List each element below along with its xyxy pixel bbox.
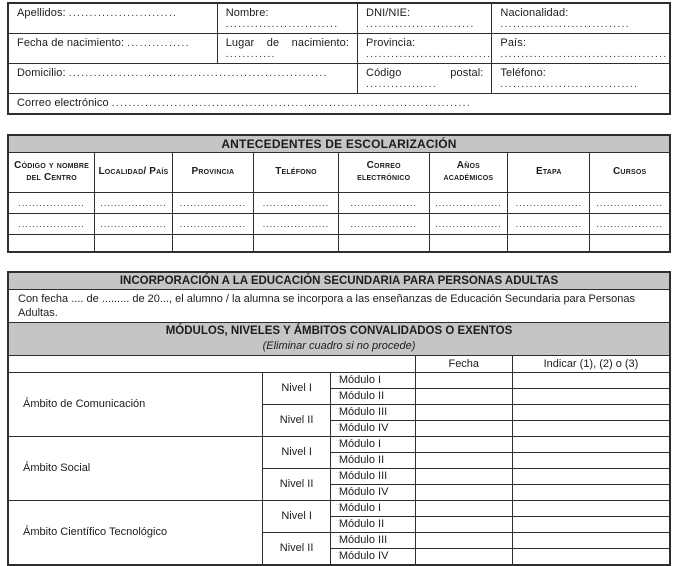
incorporacion-body-row — [8, 289, 670, 323]
antecedentes-cell — [172, 192, 253, 213]
cell-dotted-line: ................... — [179, 218, 247, 229]
field-correo-electronico — [8, 94, 670, 114]
modulos-row — [8, 501, 670, 517]
modulo-label: Módulo IV — [330, 549, 415, 566]
antecedentes-row — [8, 213, 670, 234]
antecedentes-cell — [429, 234, 508, 252]
indicar-cell — [512, 453, 670, 469]
indicar-cell — [512, 373, 670, 389]
fecha-cell — [415, 389, 512, 405]
antecedentes-cell — [254, 192, 339, 213]
nivel-label: Nivel I — [263, 501, 331, 533]
fecha-cell — [415, 533, 512, 549]
column-header-anos-academicos: Años académicos — [429, 152, 508, 192]
cell-dotted-line: ................... — [18, 218, 85, 229]
incorporacion-body: Con fecha .... de ......... de 20..., el alumno / la alumna se incorpora a las enseñanzas de Educación Secundaria para Personas Adultas. — [8, 289, 670, 323]
field-codigo-postal — [358, 64, 492, 94]
nivel-label: Nivel II — [263, 469, 331, 501]
antecedentes-row — [8, 234, 670, 252]
nivel-label: Nivel II — [263, 405, 331, 437]
field-dotted-line: ........................................ — [500, 49, 668, 60]
antecedentes-cell — [590, 234, 670, 252]
antecedentes-cell — [508, 192, 590, 213]
column-header-provincia: Provincia — [172, 152, 253, 192]
antecedentes-cell — [429, 192, 508, 213]
field-label: Fecha de nacimiento: — [17, 37, 125, 49]
indicar-cell — [512, 517, 670, 533]
field-label: Apellidos: — [17, 7, 66, 19]
antecedentes-cell — [338, 234, 429, 252]
field-apellidos — [8, 3, 217, 34]
cell-dotted-line: ................... — [18, 197, 85, 208]
field-dotted-line: ................. — [366, 79, 438, 90]
fecha-cell — [415, 453, 512, 469]
indicar-cell — [512, 437, 670, 453]
column-header-telefono: Teléfono — [254, 152, 339, 192]
personal-row-3 — [8, 64, 670, 94]
antecedentes-cell — [338, 213, 429, 234]
field-label: Nombre: — [225, 7, 269, 19]
antecedentes-cell — [172, 234, 253, 252]
field-dotted-line: ............................... — [500, 19, 630, 30]
ambito-label: Ámbito Científico Tecnológico — [8, 501, 263, 566]
nivel-label: Nivel I — [263, 373, 331, 405]
modulo-label: Módulo I — [330, 501, 415, 517]
modulos-header-row — [8, 356, 670, 373]
antecedentes-cell — [95, 213, 172, 234]
antecedentes-title: ANTECEDENTES DE ESCOLARIZACIÓN — [8, 135, 670, 153]
cell-dotted-line: ................... — [596, 197, 663, 208]
ambito-label: Ámbito de Comunicación — [8, 373, 263, 437]
modulo-label: Módulo II — [330, 389, 415, 405]
fecha-cell — [415, 421, 512, 437]
fecha-cell — [415, 469, 512, 485]
antecedentes-header-row — [8, 152, 670, 192]
fecha-cell — [415, 437, 512, 453]
field-pais — [492, 34, 670, 64]
personal-data-table — [7, 2, 671, 115]
cell-dotted-line: ................... — [515, 218, 583, 229]
field-label: DNI/NIE: — [366, 7, 411, 19]
field-label: Código postal: — [366, 67, 484, 79]
field-label: Domicilio: — [17, 67, 66, 79]
field-dotted-line: ............... — [127, 38, 190, 49]
modulo-label: Módulo I — [330, 373, 415, 389]
column-header-cursos: Cursos — [590, 152, 670, 192]
antecedentes-cell — [8, 192, 95, 213]
column-header-localidad-pais: Localidad/ País — [95, 152, 172, 192]
indicar-column-header: Indicar (1), (2) o (3) — [512, 356, 670, 373]
indicar-cell — [512, 469, 670, 485]
antecedentes-cell — [254, 234, 339, 252]
modulo-label: Módulo III — [330, 469, 415, 485]
fecha-cell — [415, 501, 512, 517]
cell-dotted-line: ................... — [100, 218, 167, 229]
field-provincia — [358, 34, 492, 64]
fecha-cell — [415, 517, 512, 533]
field-label: Nacionalidad: — [500, 7, 569, 19]
field-nombre — [217, 3, 357, 34]
field-domicilio — [8, 64, 358, 94]
indicar-cell — [512, 549, 670, 566]
fecha-column-header: Fecha — [415, 356, 512, 373]
field-lugar-nacimiento — [217, 34, 357, 64]
fecha-cell — [415, 485, 512, 501]
modulos-row — [8, 373, 670, 389]
fecha-cell — [415, 373, 512, 389]
field-dotted-line: .............................................................. — [68, 68, 328, 79]
personal-row-1 — [8, 3, 670, 34]
antecedentes-cell — [590, 192, 670, 213]
antecedentes-cell — [95, 192, 172, 213]
cell-dotted-line: ................... — [350, 197, 417, 208]
nivel-label: Nivel I — [263, 437, 331, 469]
field-dotted-line: ........................... — [225, 19, 339, 30]
field-telefono — [492, 64, 670, 94]
field-dotted-line: ............ — [225, 49, 276, 60]
modulos-row — [8, 437, 670, 453]
antecedentes-cell — [95, 234, 172, 252]
antecedentes-row — [8, 192, 670, 213]
field-label: Correo electrónico — [17, 97, 109, 109]
modulo-label: Módulo III — [330, 533, 415, 549]
antecedentes-cell — [8, 234, 95, 252]
indicar-cell — [512, 533, 670, 549]
modulo-label: Módulo IV — [330, 421, 415, 437]
modulos-note: (Eliminar cuadro si no procede) — [262, 340, 416, 353]
modulo-label: Módulo IV — [330, 485, 415, 501]
modulo-label: Módulo I — [330, 437, 415, 453]
antecedentes-cell — [8, 213, 95, 234]
antecedentes-cell — [429, 213, 508, 234]
field-dotted-line: .......................... — [68, 8, 178, 19]
cell-dotted-line: ................... — [350, 218, 417, 229]
modulo-label: Módulo II — [330, 517, 415, 533]
field-dni-nie — [358, 3, 492, 34]
cell-dotted-line: ................... — [515, 197, 583, 208]
antecedentes-title-row — [8, 135, 670, 153]
cell-dotted-line: ................... — [435, 197, 502, 208]
field-fecha-nacimiento — [8, 34, 217, 64]
cell-dotted-line: ................... — [262, 197, 330, 208]
personal-row-2 — [8, 34, 670, 64]
field-nacionalidad — [492, 3, 670, 34]
antecedentes-table — [7, 134, 671, 254]
antecedentes-cell — [508, 234, 590, 252]
field-dotted-line: .......................... — [366, 19, 475, 30]
column-header-centro: Código y nombre del Centro — [8, 152, 95, 192]
antecedentes-cell — [254, 213, 339, 234]
field-dotted-line: ...................................................................................... — [111, 98, 472, 109]
field-label: País: — [500, 37, 526, 49]
column-header-etapa: Etapa — [508, 152, 590, 192]
modulos-title-row — [8, 323, 670, 356]
cell-dotted-line: ................... — [100, 197, 167, 208]
personal-row-4 — [8, 94, 670, 114]
incorporacion-title: INCORPORACIÓN A LA EDUCACIÓN SECUNDARIA PARA PERSONAS ADULTAS — [8, 272, 670, 289]
modulo-label: Módulo III — [330, 405, 415, 421]
indicar-cell — [512, 421, 670, 437]
fecha-cell — [415, 549, 512, 566]
indicar-cell — [512, 389, 670, 405]
field-label: Lugar de nacimiento: — [225, 37, 350, 49]
cell-dotted-line: ................... — [435, 218, 502, 229]
modulo-label: Módulo II — [330, 453, 415, 469]
nivel-label: Nivel II — [263, 533, 331, 566]
indicar-cell — [512, 405, 670, 421]
cell-dotted-line: ................... — [596, 218, 663, 229]
indicar-cell — [512, 485, 670, 501]
field-label: Teléfono: — [500, 67, 546, 79]
incorporacion-title-row — [8, 272, 670, 289]
antecedentes-cell — [172, 213, 253, 234]
antecedentes-cell — [590, 213, 670, 234]
indicar-cell — [512, 501, 670, 517]
field-dotted-line: ................................. — [500, 79, 639, 90]
ambito-label: Ámbito Social — [8, 437, 263, 501]
antecedentes-cell — [338, 192, 429, 213]
cell-dotted-line: ................... — [262, 218, 330, 229]
incorporacion-modulos-table — [7, 271, 671, 566]
field-dotted-line: .............................. — [366, 49, 492, 60]
modulos-title: MÓDULOS, NIVELES Y ÁMBITOS CONVALIDADOS O EXENTOS — [165, 325, 513, 338]
column-header-correo: Correo electrónico — [338, 152, 429, 192]
modulos-header-spacer — [8, 356, 415, 373]
fecha-cell — [415, 405, 512, 421]
antecedentes-cell — [508, 213, 590, 234]
field-label: Provincia: — [366, 37, 416, 49]
cell-dotted-line: ................... — [179, 197, 247, 208]
